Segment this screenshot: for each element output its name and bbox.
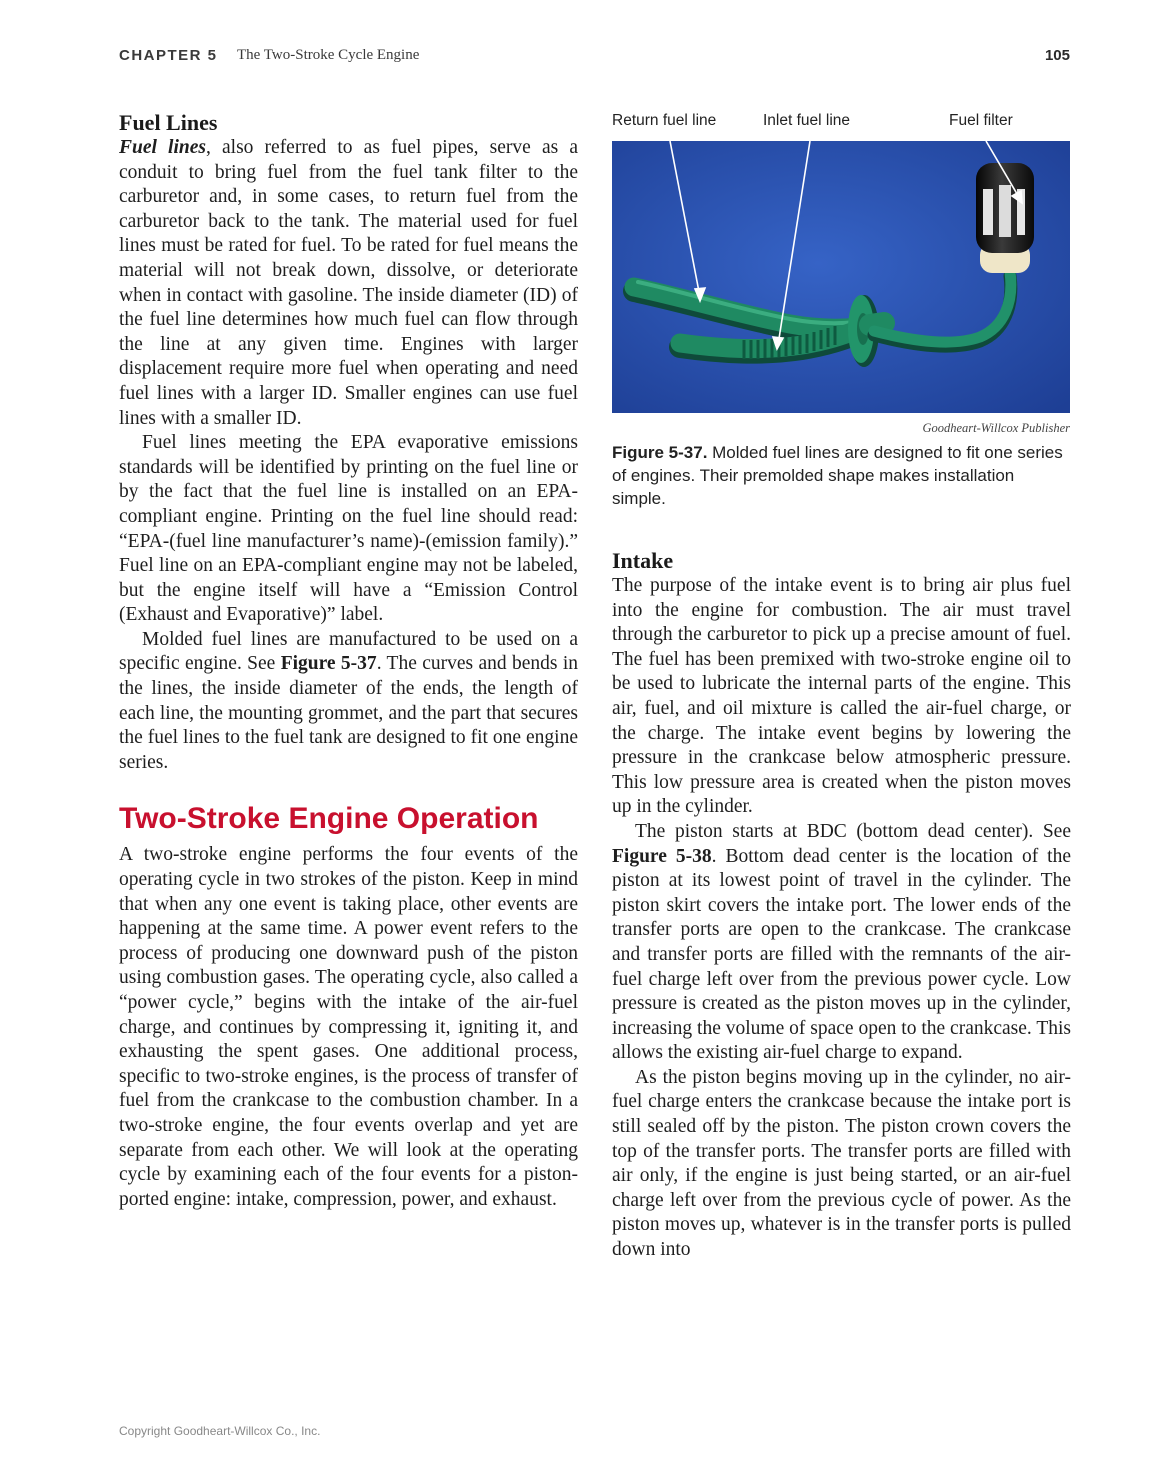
caption-text: Molded fuel lines are designed to fit one series of engines. Their premolded shape makes installation simple. <box>612 443 1063 508</box>
figure-5-38-reference[interactable]: Figure 5-38 <box>612 845 712 867</box>
figure-callouts <box>612 108 1070 141</box>
left-column <box>119 110 578 1212</box>
intake-heading: Intake <box>612 548 674 573</box>
chapter-title: The Two-Stroke Cycle Engine <box>237 47 420 63</box>
page-number: 105 <box>1044 47 1070 64</box>
intake-paragraph-1: The purpose of the intake event is to bring air plus fuel into the engine for combustion. The air must travel through the carburetor to pick up a precise amount of fuel. The fuel has been premixed with two-stroke engine oil to be used to lubricate the internal parts of the engine. This air, fuel, and oil mixture is called the air-fuel charge, or the charge. The intake event begins by lowering the pressure in the crankcase below atmospheric pressure. This low pressure area is created when the piston moves up in the cylinder. <box>612 575 1071 818</box>
right-column <box>612 548 1071 1263</box>
fuel-lines-heading: Fuel Lines <box>119 110 218 135</box>
callout-return-fuel-line: Return fuel line <box>612 112 717 129</box>
term-fuel-lines: Fuel lines <box>119 137 206 158</box>
paragraph-6-before: The piston starts at BDC (bottom dead center). See <box>635 820 1071 842</box>
paragraph-3-after: . The curves and bends in the lines, the inside diameter of the ends, the length of each line, the mounting grommet, and the part that secures the fuel lines to the fuel tank are designed to fit one engine series. <box>119 653 578 773</box>
figure-5-37 <box>612 108 1070 510</box>
operation-paragraph: A two-stroke engine performs the four events of the operating cycle in two strokes of the piston. Keep in mind that when any one event is taking place, other events are happening at the same time. A power event refers to the process of producing one downward push of the piston using combustion gases. The operating cycle, also called a “power cycle,” begins with the intake of the air-fuel charge, and continues by compressing it, igniting it, and exhausting the spent gases. One additional process, specific to two-stroke engines, is the process of transfer of fuel from the crankcase to the combustion chamber. In a two-stroke engine, the four events overlap and yet are separate from each other. We will look at the operating cycle by examining each of the four events for a piston-ported engine: intake, compression, power, and exhaust. <box>119 844 578 1210</box>
fuel-lines-paragraph-2: Fuel lines meeting the EPA evaporative emissions standards will be identified by printing on the fuel line or by the fact that the fuel line is installed on an EPA-compliant engine. Printing on the fuel line should read: “EPA-(fuel line manufacturer’s name)-(emission family).” Fuel line on an EPA-compliant engine may not be labeled, but the engine itself will have a “Emission Control (Exhaust and Evaporative)” label. <box>119 432 578 626</box>
figure-5-37-reference[interactable]: Figure 5-37 <box>280 653 377 675</box>
intake-paragraph-3: As the piston begins moving up in the cylinder, no air-fuel charge enters the crankcase because the intake port is still sealed off by the piston. The piston crown covers the top of the transfer ports. The transfer ports are filled with air only, if the engine is just being started, or an air-fuel charge left over from the previous cycle of power. As the piston moves up, whatever is in the transfer ports is pulled down into <box>612 1066 1071 1261</box>
caption-label: Figure 5-37. <box>612 443 708 462</box>
intake-paragraph-2 <box>612 820 1071 1066</box>
fuel-lines-illustration <box>612 141 1070 413</box>
paragraph-3-before: Molded fuel lines are manufactured to be used on a specific engine. See <box>119 628 578 675</box>
paragraph-1-text: , also referred to as fuel pipes, serve as a conduit to bring fuel from the fuel tank filter to the carburetor and, in some cases, to return fuel from the carburetor back to the tank. The material used for fuel lines must be rated for fuel. To be rated for fuel means the material will not break down, dissolve, or deteriorate when in contact with gasoline. The inside diameter (ID) of the fuel line determines how much fuel can flow through the line at any given time. Engines with larger displacement require more fuel when operating and need fuel lines with a larger ID. Smaller engines can use fuel lines with a smaller ID. <box>119 137 578 429</box>
figure-caption <box>612 441 1070 510</box>
chapter-label: CHAPTER 5 <box>119 47 218 64</box>
fuel-lines-paragraph-1 <box>119 136 578 431</box>
running-head <box>119 47 1070 69</box>
fuel-lines-paragraph-3 <box>119 628 578 776</box>
filter-window-left <box>983 189 993 235</box>
fuel-lines-photo <box>612 141 1070 413</box>
operation-heading: Two-Stroke Engine Operation <box>119 802 539 836</box>
photo-credit: Goodheart-Willcox Publisher <box>922 421 1070 435</box>
fuel-filter-body <box>976 163 1034 253</box>
paragraph-6-after: . Bottom dead center is the location of the piston at its lowest point of travel in the cylinder. The piston skirt covers the intake port. The lower ends of the transfer ports are open to the crankcase. The crankcase and transfer ports are filled with the remnants of the air-fuel charge left over from the previous power cycle. Low pressure is created as the piston moves up in the cylinder, increasing the volume of space open to the crankcase. This allows the existing air-fuel charge to expand. <box>612 845 1071 1064</box>
tank-stub <box>870 323 884 325</box>
filter-window-center <box>999 185 1011 237</box>
callout-fuel-filter: Fuel filter <box>949 112 1013 129</box>
callout-inlet-fuel-line: Inlet fuel line <box>763 112 851 129</box>
copyright-footer: Copyright Goodheart-Willcox Co., Inc. <box>119 1424 321 1438</box>
